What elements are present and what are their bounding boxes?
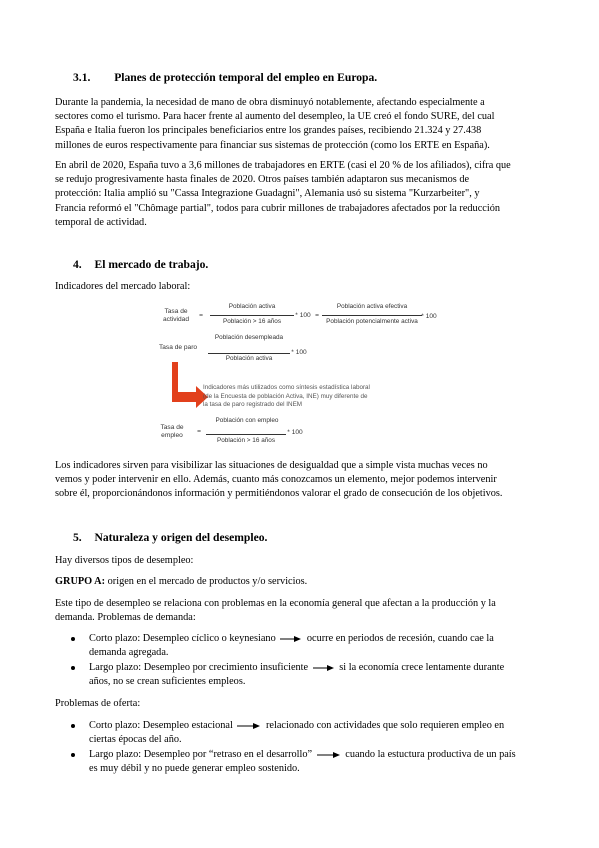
grupo-a-label: GRUPO A: bbox=[55, 576, 106, 587]
item-text: es muy débil y no puede generar empleo sostenido. bbox=[89, 762, 300, 774]
section-number: 3.1. bbox=[73, 71, 91, 84]
fraction-denominator: Población > 16 años bbox=[216, 437, 276, 444]
section-3-1-paragraph-1 bbox=[55, 96, 494, 153]
fraction-bar bbox=[208, 353, 290, 354]
text-line: Durante la pandemia, la necesidad de mano de obra disminuyó notablemente, afectando especialmente a bbox=[55, 97, 485, 108]
equals-sign: = bbox=[199, 312, 203, 319]
right-arrow-icon bbox=[237, 722, 261, 730]
indicators-intro: Indicadores del mercado laboral: bbox=[55, 281, 191, 292]
item-text: Corto plazo: Desempleo cíclico o keynesiano bbox=[89, 633, 276, 644]
supply-problems-list bbox=[55, 719, 565, 775]
tasa-actividad-label: Tasa de actividad bbox=[162, 308, 190, 324]
fraction-bar bbox=[210, 315, 294, 316]
fraction-denominator: Población potencialmente activa bbox=[326, 318, 418, 325]
fraction-numerator: Población con empleo bbox=[215, 417, 279, 424]
item-text: cuando la estuctura productiva de un país bbox=[345, 749, 516, 761]
multiplier: * 100 bbox=[291, 349, 307, 356]
section-3-1-paragraph-2 bbox=[55, 159, 511, 230]
right-arrow-icon bbox=[313, 664, 335, 672]
text-line: temporal de actividad. bbox=[55, 216, 147, 228]
text-line: demanda. Problemas de demanda: bbox=[55, 612, 196, 624]
fraction-denominator: Población activa bbox=[225, 355, 273, 362]
item-text: ocurre en periodos de recesión, cuando cae la bbox=[306, 633, 494, 644]
section-number: 5. bbox=[73, 531, 82, 544]
item-text: demanda agregada. bbox=[89, 646, 169, 658]
list-item bbox=[55, 719, 565, 746]
section-4-paragraph bbox=[55, 459, 503, 502]
multiplier: * 100 bbox=[421, 313, 437, 320]
fraction-numerator: Población activa efectiva bbox=[336, 303, 408, 310]
text-line: millones de euros respectivamente para financiar sus sistemas de protección (como los ERTE en España). bbox=[55, 139, 490, 151]
right-arrow-icon bbox=[317, 751, 341, 759]
text-line: sectores como el turismo. Para hacer frente al aumento del desempleo, la UE creó el fondo SURE, del cual bbox=[55, 111, 495, 123]
text-line: se redujo progresivamente hasta finales de 2020. Otros países también adaptaron sus mecanismos de bbox=[55, 174, 470, 186]
item-text: Largo plazo: Desempleo por crecimiento insuficiente bbox=[89, 662, 309, 674]
list-item bbox=[55, 661, 565, 688]
list-item bbox=[55, 632, 565, 659]
text-line: sobre él, proporcionándonos información y permitiéndonos valorar el grado de consecución de los objetivos. bbox=[55, 488, 503, 500]
equals-sign: = bbox=[197, 428, 201, 435]
multiplier: * 100 bbox=[287, 429, 303, 436]
bullet-icon bbox=[71, 637, 75, 641]
bullet-icon bbox=[71, 724, 75, 728]
unemployment-types-intro: Hay diversos tipos de desempleo: bbox=[55, 555, 194, 566]
section-5-heading bbox=[73, 531, 267, 544]
item-text: Largo plazo: Desempleo por “retraso en el desarrollo” bbox=[89, 749, 313, 761]
section-5-paragraph bbox=[55, 597, 496, 625]
bullet-icon bbox=[71, 666, 75, 670]
fraction-denominator: Población > 16 años bbox=[222, 318, 282, 325]
list-item bbox=[55, 748, 565, 775]
section-title: Planes de protección temporal del empleo en Europa. bbox=[114, 71, 378, 84]
item-text: si la economía crece lentamente durante bbox=[339, 662, 505, 674]
tasa-paro-label: Tasa de paro bbox=[158, 344, 198, 351]
section-3-1-heading bbox=[73, 71, 377, 84]
note-line: Indicadores más utilizados como síntesis estadística laboral bbox=[203, 384, 370, 391]
section-4-heading bbox=[73, 258, 208, 271]
text-line: Francia reformó el "Chômage partial", todos para cubrir millones de trabajadores afectados por la reducción bbox=[55, 202, 500, 214]
fraction-bar bbox=[206, 434, 286, 435]
fraction-numerator: Población desempleada bbox=[214, 334, 284, 341]
tasa-empleo-label: Tasa de empleo bbox=[160, 424, 184, 440]
text-line: España e Italia fueron los principales beneficiarios entre los grandes países, recibiendo 21.324 y 27.438 bbox=[55, 125, 482, 137]
bullet-icon bbox=[71, 753, 75, 757]
item-text: años, no se crean suficientes empleos. bbox=[89, 675, 246, 687]
fraction-bar bbox=[322, 315, 422, 316]
text-line: En abril de 2020, España tuvo a 3,6 millones de trabajadores en ERTE (casi el 20 % de los afiliados), cifra que bbox=[55, 160, 511, 171]
right-arrow-icon bbox=[280, 635, 302, 643]
fraction-numerator: Población activa bbox=[228, 303, 276, 310]
note-line: (de la Encuesta de población Activa, INE) muy diferente de bbox=[203, 392, 368, 400]
section-title: Naturaleza y origen del desempleo. bbox=[94, 531, 268, 544]
text-line: Este tipo de desempleo se relaciona con problemas en la economía general que afectan a la producción y la bbox=[55, 598, 496, 609]
labor-indicators-diagram bbox=[150, 298, 450, 448]
item-text: ciertas épocas del año. bbox=[89, 733, 182, 745]
grupo-a-line bbox=[55, 576, 307, 587]
text-line: Los indicadores sirven para visibilizar las situaciones de desigualdad que a simple vista muchas veces no bbox=[55, 460, 488, 471]
text-line: vemos y poder intervenir en ello. Además, cuanto más conozcamos un elemento, mejor podemos intervenir bbox=[55, 474, 497, 486]
indicator-note bbox=[203, 384, 370, 410]
note-line: la tasa de paro registrado del INEM bbox=[203, 401, 303, 409]
text-line: protección: Italia amplió su "Cassa Integrazione Guadagni", Alemania usó su sistema "Kurzarbeiter", y bbox=[55, 188, 480, 200]
section-title: El mercado de trabajo. bbox=[94, 258, 209, 271]
multiplier: * 100 bbox=[295, 312, 311, 319]
item-text: relacionado con actividades que solo requieren empleo en bbox=[265, 720, 505, 731]
item-text: Corto plazo: Desempleo estacional bbox=[89, 720, 233, 731]
section-number: 4. bbox=[73, 258, 82, 271]
grupo-a-text: origen en el mercado de productos y/o servicios. bbox=[105, 576, 308, 587]
equals-sign: = bbox=[315, 312, 319, 319]
demand-problems-list bbox=[55, 632, 565, 688]
supply-problems-label: Problemas de oferta: bbox=[55, 698, 141, 709]
